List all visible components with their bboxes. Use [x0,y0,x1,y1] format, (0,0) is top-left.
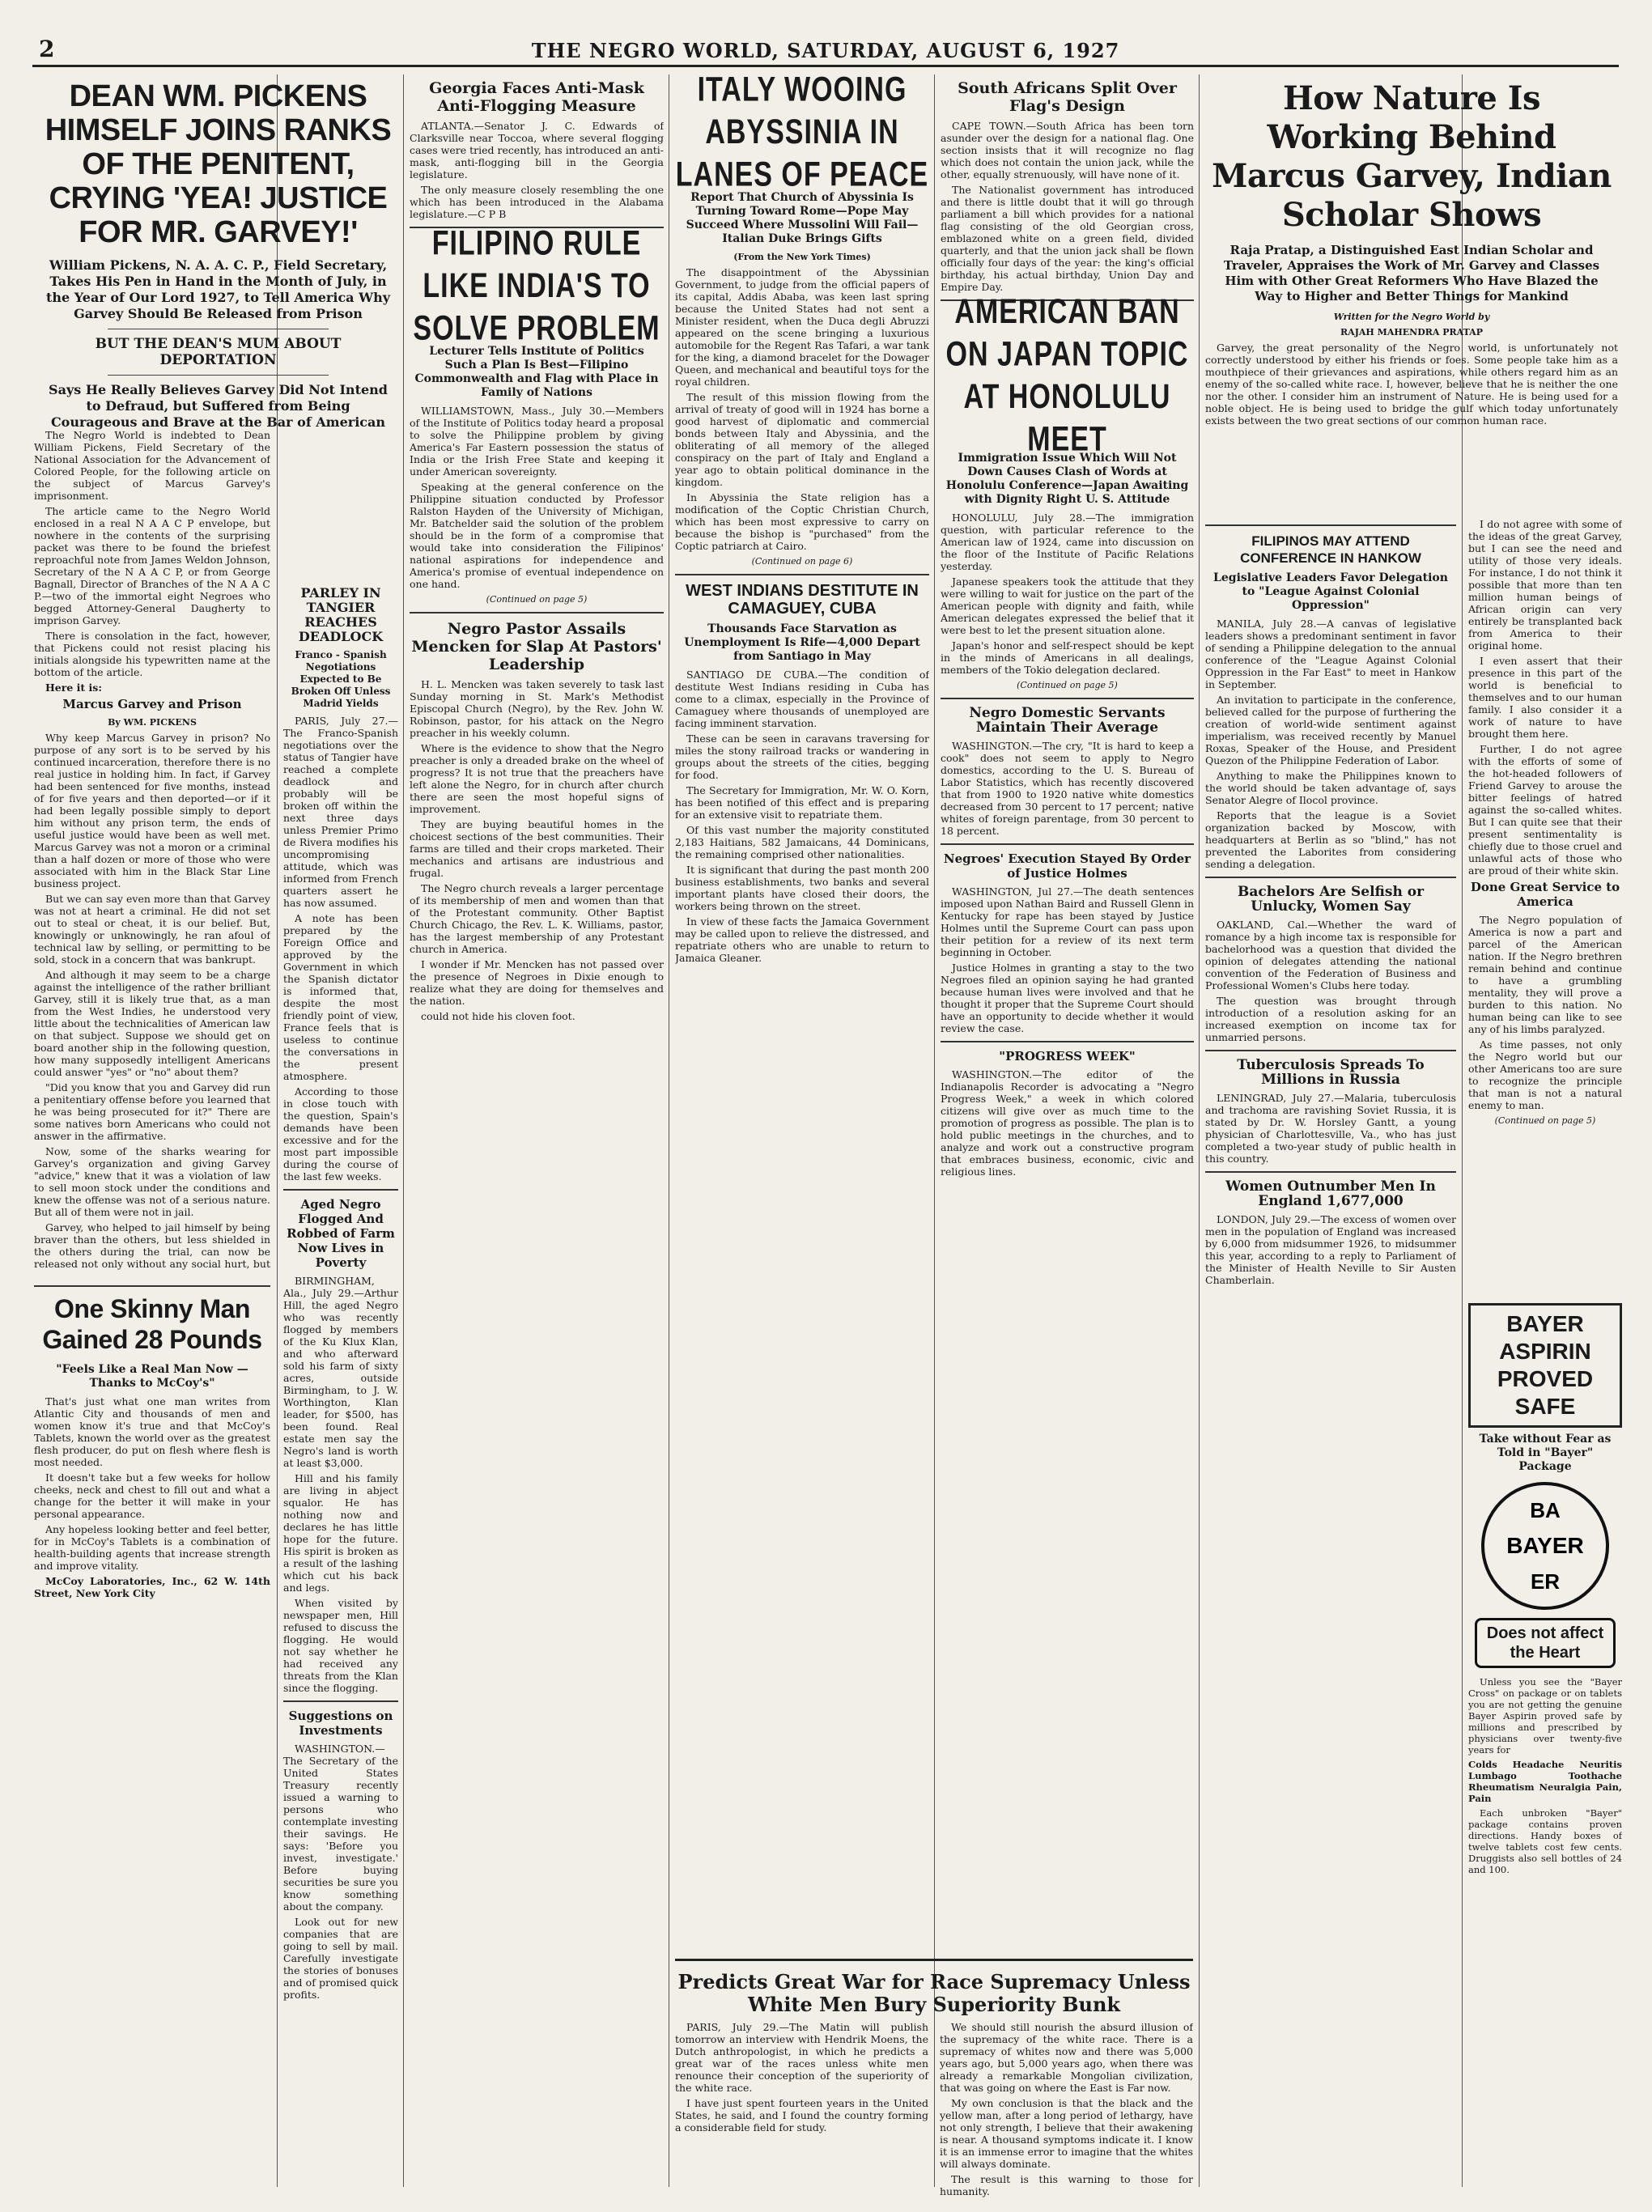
race-war-story [675,1959,1193,2201]
paragraph: WASHINGTON, Jul 27.—The death sentences imposed upon Nathan Baird and Russell Glenn in Kentucky for rape has been stayed by Justice Holmes until the Supreme Court can pass upon their petition for a review of its next term beginning in October. [941,885,1194,958]
paragraph: WASHINGTON.—The editor of the Indianapolis Recorder is advocating a "Negro Progress Week," a week in which colored citizens will give over as much time to the promotion of progress as possible. The plan is to hold public meetings in the churches, and to analyze and work out a constructive program that embraces business, economic, civic and religious lines. [941,1068,1194,1178]
filipino-deck: Lecturer Tells Institute of Politics Such a Plan Is Best—Filipino Commonwealth and Flag with Place in Family of Nations [414,345,659,399]
heart-badge: Does not affect the Heart [1475,1618,1616,1668]
paragraph: Here it is: [45,681,102,694]
women-headline: Women Outnumber Men In England 1,677,000 [1225,1178,1436,1209]
paragraph: The disappointment of the Abyssinian Government, to judge from the official papers of its capital, Addis Ababa, was keen last spring because the United States had not sent a Minister resident, when the Duca degli Abruzzi appeared on the scene bringing a luxurious automobile for the Regent Ras Tafari, a war tank for the king, a diamond bracelet for the Dowager Queen, and mechanical and beautiful toys for the royal children. [675,266,929,388]
filipinos-deck: Legislative Leaders Favor Delegation to "League Against Colonial Oppression" [1213,571,1448,612]
paragraph: An invitation to participate in the conference, believed called for the purpose of furthering the creation of world-wide sentiment against imperialism, was received recently by Manuel Roxas, Speaker of the House, and President Quezon of the Philippine Federation of Labor. [1205,694,1456,766]
story-column [675,2021,928,2201]
column-7 [1468,518,1622,1198]
parley-headline: PARLEY IN TANGIER REACHES DEADLOCK [298,585,384,644]
newspaper-title: THE NEGRO WORLD, SATURDAY, AUGUST 6, 1927 [531,39,1120,62]
paragraph: A note has been prepared by the Foreign Office and approved by the Government in which the Spanish dictator is informed that, despite the most friendly point of view, France feels that is useless to continue the conversations in the present atmosphere. [283,912,398,1082]
aged-headline: Aged Negro Flogged And Robbed of Farm Now Lives in Poverty [287,1197,395,1270]
logo-text-top: BA [1530,1498,1561,1522]
nature-headline: How Nature Is Working Behind Marcus Garvey, Indian Scholar Shows [1212,79,1612,234]
paragraph: Unless you see the "Bayer Cross" on package or on tablets you are not getting the genuine Bayer Aspirin proved safe by millions and prescribed by physicians over twenty-five years for [1468,1676,1622,1756]
divider [283,1189,398,1191]
nature-story-head [1205,74,1618,512]
race-war-headline: Predicts Great War for Race Supremacy Unless White Men Bury Superiority Bunk [677,1970,1191,2016]
south-africa-headline: South Africans Split Over Flag's Design [958,79,1177,115]
lead-deck-2: BUT THE DEAN'S MUM ABOUT DEPORTATION [95,336,342,368]
bayer-cross-logo [1481,1482,1609,1610]
ad-deck: "Feels Like a Real Man Now —Thanks to McCoy's" [56,1363,248,1390]
paragraph: Garvey, who helped to jail himself by being braver than the others, but less shielded in the others during the trial, can now be released not only without any social hurt, but [34,1221,270,1270]
logo-text-bottom: ER [1530,1569,1561,1594]
filipinos-headline: FILIPINOS MAY ATTEND CONFERENCE IN HANKOW [1240,533,1421,566]
paragraph: could not hide his cloven foot. [421,1010,575,1022]
paragraph: Each unbroken "Bayer" package contains proven directions. Handy boxes of twelve tablets cost few cents. Druggists also sell bottles of 24 and 100. [1468,1807,1622,1875]
paragraph: I do not agree with some of the ideas of the great Garvey, but I can see the need and utility of those very ideals. For instance, I do not think it possible that more than ten million human beings of African origin can very entirely be transplanted back from America to their original home. [1468,518,1622,652]
bachelors-headline: Bachelors Are Selfish or Unlucky, Women Say [1237,884,1425,915]
ad-headline: One Skinny Man Gained 28 Pounds [42,1294,262,1354]
paragraph: As time passes, not only the Negro world but our other Americans too are sure to recognize the principle that man is not a natural enemy to man. [1468,1038,1622,1111]
paragraph: They are buying beautiful homes in the choicest sections of the best communities. Their farms are tilled and their crops marketed. Their mechanics and artisans are industrious and frugal. [410,818,664,879]
italy-headline: ITALY WOOING ABYSSINIA IN LANES OF PEACE [675,74,929,194]
paragraph: In view of these facts the Jamaica Government may be called upon to relieve the distressed, and repatriate others who are unable to return to Jamaica Gleaner. [675,915,929,964]
domestics-headline: Negro Domestic Servants Maintain Their Average [969,705,1166,736]
paragraph: In Abyssinia the State religion has a modification of the Coptic Christian Church, which has been most expressive to carry on because the bishop is "purchased" from the Coptic patriarch at Cairo. [675,491,929,552]
paragraph: WASHINGTON.—The cry, "It is hard to keep a cook" does not seem to apply to Negro domestics, according to the U. S. Bureau of Labor Statistics, which has recently discovered that from 1900 to 1920 native white domestics decreased from 30 percent to 17 percent; native whites of foreign parentage, from 30 percent to 18 percent. [941,740,1194,837]
subhead: Marcus Garvey and Prison [62,697,242,711]
west-indians-deck: Thousands Face Starvation as Unemployment Is Rife—4,000 Depart from Santiago in May [684,622,920,663]
investments-headline: Suggestions on Investments [288,1709,393,1738]
paragraph: The Negro church reveals a larger percentage of its membership of men and women than that of the Protestant community. Other Baptist Church Chicago, the Rev. L. K. Williams, pastor, has the largest membership of any Protestant church in America. [410,882,664,955]
paragraph: And although it may seem to be a charge against the intelligence of the rather brilliant Garvey, still it is likely true that, as a man from the West Indies, he understood very little about the technicalities of American law on that subject. Suppose we should get on board another ship in the following question, how many supposedly intelligent Americans could answer "yes" or "no" about them? [34,969,270,1078]
paragraph: "Did you know that you and Garvey did run a penitentiary offense before you learned that he was being prosecuted for it?" There are some natives born Americans who could not answer in the affirmative. [34,1081,270,1142]
lead-deck-3: Says He Really Believes Garvey Did Not Intend to Defraud, but Suffered from Being Courageous and Brave at the Bar of American [49,382,388,430]
ad-deck: Take without Fear as Told in "Bayer" Package [1479,1433,1612,1473]
paragraph: I wonder if Mr. Mencken has not passed over the presence of Negroes in Dixie enough to realize what they are doing for themselves and the nation. [410,958,664,1007]
paragraph: HONOLULU, July 28.—The immigration question, with particular reference to the American law of 1924, came into discussion on the floor of the Institute of Pacific Relations yesterday. [941,512,1194,572]
bayer-advertisement [1468,1303,1622,2185]
progress-week-headline: "PROGRESS WEEK" [999,1049,1136,1064]
paragraph: According to those in close touch with the question, Spain's demands have been excessive and for the most part impossible during the course of the last few weeks. [283,1085,398,1182]
paragraph: Speaking at the general conference on the Philippine situation conducted by Professor Ralston Hayden of the University of Michigan, Mr. Batchelder said the solution of the problem should be in the form of a compromise that would take into consideration the Filipinos' national aspirations for independence and America's promise of eventual independence on one hand. [410,481,664,590]
paragraph: The result of this mission flowing from the arrival of treaty of good will in 1924 has borne a good harvest of diplomatic and commercial bonds between Italy and Abyssinia, and the obliterating of all memory of the alleged conspiracy on the part of Italy and England a year ago to obtain political dominance in the kingdom. [675,391,929,488]
paragraph: That's just what one man writes from Atlantic City and thousands of men and women know it's true and that McCoy's Tablets, known the world over as the greatest flesh producer, do put on flesh where flesh is most needed. [34,1395,270,1468]
divider [410,612,664,614]
georgia-story [283,74,398,447]
column-5 [941,74,1194,1952]
paragraph: The Secretary for Immigration, Mr. W. O. Korn, has been notified of this effect and is preparing for an extensive visit to repatriate them. [675,784,929,821]
tuberculosis-headline: Tuberculosis Spreads To Millions in Russia [1237,1057,1425,1088]
japan-deck: Immigration Issue Which Will Not Down Causes Clash of Words at Honolulu Conference—Japan Awaiting with Dignity Right U. S. Attitude [945,452,1189,506]
parley-deck: Franco - Spanish Negotiations Expected to Be Broken Off Unless Madrid Yields [291,649,391,709]
japan-headline: AMERICAN BAN ON JAPAN TOPIC AT HONOLULU MEET [945,292,1189,459]
column-rule [1199,74,1200,2187]
divider [675,574,929,575]
continued-note: (Continued on page 5) [1017,680,1118,690]
paragraph: Hill and his family are living in abject squalor. He has nothing now and declares he has little hope for the future. His spirit is broken as a result of the lashing which cut his back and legs. [283,1472,398,1594]
author: RAJAH MAHENDRA PRATAP [1340,327,1483,338]
paragraph: OAKLAND, Cal.—Whether the ward of romance by a high income tax is responsible for bachelorhood was a question that divided the opinion of delegates attending the national convention of the Federation of Business and Professional Women's Clubs here today. [1205,919,1456,991]
subhead: Done Great Service to America [1470,880,1620,909]
divider [1205,1050,1456,1051]
paragraph: LENINGRAD, July 27.—Malaria, tuberculosis and trachoma are ravishing Soviet Russia, it is stated by Dr. W. Horsley Gantt, a young physician of Charlottesville, Va., who has just completed a two-year study of public health in this country. [1205,1092,1456,1165]
ad-headline: BAYER ASPIRIN PROVED SAFE [1497,1311,1594,1419]
story-column [940,2021,1193,2201]
ad-box [1468,1303,1622,1428]
paragraph: The Negro population of America is now a part and parcel of the American nation. If the Negro brethren remain behind and continue to have a grumbling mentality, they will prove a burden to this nation. No human being can like to see any of his limbs paralyzed. [1468,914,1622,1035]
byline: By WM. PICKENS [108,717,197,728]
paragraph: MANILA, July 28.—A canvas of legislative leaders shows a predominant sentiment in favor of sending a Philippine delegation to the annual conference of the "League Against Colonial Oppression in the Far East" to meet in Hankow in September. [1205,618,1456,690]
paragraph: SANTIAGO DE CUBA.—The condition of destitute West Indians residing in Cuba has come to a climax, especially in the Province of Camaguey where thousands of unemployed are facing imminent starvation. [675,669,929,729]
divider [941,1041,1194,1042]
paragraph: These can be seen in caravans traversing for miles the stony railroad tracks or wandering in groups about the streets of the cities, begging for food. [675,732,929,781]
mccoy-advertisement [34,1279,270,2177]
paragraph: Justice Holmes in granting a stay to the two Negroes filed an opinion saying he had granted because human lives were involved and that he thought it proper that the Supreme Court should have an opportunity to decide whether it would review the case. [941,962,1194,1034]
paragraph: We should still nourish the absurd illusion of the supremacy of the white race. There is a supremacy of whites now and there was 5,000 years ago, but 5,000 years ago, when there was already a remarkable Mongolian civilization, that was going on where the East is Far now. [940,2021,1193,2094]
paragraph: WASHINGTON.—The Secretary of the United States Treasury recently issued a warning to persons who contemplate investing their savings. He says: 'Before you invest, investigate.' Before buying securities be sure you know something about the company. [283,1743,398,1913]
filipino-rule-headline: FILIPINO RULE LIKE INDIA'S TO SOLVE PROBLEM [413,223,660,348]
paragraph: Where is the evidence to show that the Negro preacher is only a dreaded brake on the wheel of progress? It is not true that the preachers have left alone the Negro, for in church after church there are seen the most hopeful signs of improvement. [410,742,664,815]
lead-headline: DEAN WM. PICKENS HIMSELF JOINS RANKS OF THE PENITENT, CRYING 'YEA! JUSTICE FOR MR. GARVEY!' [45,79,392,249]
paragraph: Anything to make the Philippines known to the world should be taken advantage of, says Senator Alegre of Ilocol province. [1205,770,1456,806]
paragraph: Japanese speakers took the attitude that they were willing to wait for justice on the part of the American people with dignity and faith, while American delegates expressed the belief that it were best to let the present situation alone. [941,575,1194,636]
paragraph: Garvey, the great personality of the Negro world, is unfortunately not correctly understood by either his friends or foes. Some people take him as a mouthpiece of their grievances and aspirations, while others regard him as an enemy of the so-called white race. I, however, believe that he is neither the one nor the other. I consider him an instrument of Nature. He is being used for a noble object. He is being used to bridge the gulf which today unfortunately exists between the two great sections of our common human race. [1205,342,1618,427]
divider [941,698,1194,699]
column-3 [410,74,664,2179]
column-6 [1205,518,1456,2185]
source-credit: (From the New York Times) [733,252,871,262]
paragraph: Look out for new companies that are going to sell by mail. Carefully investigate the stories of bonuses and of promised quick profits. [283,1916,398,2001]
credit-line: Written for the Negro World by [1333,312,1490,322]
paragraph: LONDON, July 29.—The excess of women over men in the population of England was increased by 6,000 from midsummer 1926, to midsummer this year, according to a reply to Parliament of the Minister of Health Neville to Sir Austen Chamberlain. [1205,1213,1456,1286]
paragraph: It doesn't take but a few weeks for hollow cheeks, neck and chest to fill out and what a change for the better it will make in your personal appearance. [34,1471,270,1520]
lead-deck: William Pickens, N. A. A. C. P., Field Secretary, Takes His Pen in Hand in the Month of July, in the Year of Our Lord 1927, to Tell America Why Garvey Should Be Released from Prison [45,257,391,321]
pastor-headline: Negro Pastor Assails Mencken for Slap At Pastors' Leadership [411,620,662,673]
column-rule [934,74,935,2187]
column-rule [403,74,404,2187]
advertiser-address: McCoy Laboratories, Inc., 62 W. 14th Street, New York City [34,1575,270,1599]
divider [34,1285,270,1287]
logo-text-mid: BAYER [1506,1533,1584,1558]
continued-note: (Continued on page 6) [751,556,853,567]
page-number: 2 [39,36,55,62]
paragraph: It is significant that during the past month 200 business establishments, two banks and several important plants have closed their doors, the workers being thrown on the street. [675,864,929,912]
west-indians-headline: WEST INDIANS DESTITUTE IN CAMAGUEY, CUBA [686,582,919,618]
column-4 [675,74,929,1952]
column-2 [283,583,398,2185]
paragraph: The question was brought through introduction of a resolution asking for an increased exemption on income tax for unmarried persons. [1205,995,1456,1043]
paragraph: Any hopeless looking better and feel better, for in McCoy's Tablets is a combination of health-building agents that increase strength and improve vitality. [34,1523,270,1572]
paragraph: But we can say even more than that Garvey was not at heart a criminal. He did not set out to steal or cheat, it is our belief. But, knowingly or unknowingly, he ran afoul of technical law by selling, or permitting to be sold, stock in a concern that was bankrupt. [34,893,270,966]
divider [1205,877,1456,878]
paragraph: CAPE TOWN.—South Africa has been torn asunder over the design for a national flag. One section insists that it will recognize no flag which does not contain the union jack, while the other, equally strenuously, will have none of it. [941,120,1194,180]
lead-story-body [34,429,270,1271]
bayer-cross-icon [1484,1485,1606,1607]
paragraph: The only measure closely resembling the one which has been introduced in the Alabama legislature.—C P B [410,184,664,220]
paragraph: The Nationalist government has introduced and there is little doubt that it will go through parliament a bill which provides for a national flag consisting of the old Georgian cross, emblazoned white on a green field, divided quarterly, and that the union jack shall be flown officially four days of the year: the king's official birthday, his actual birthday, Union Day and Empire Day. [941,184,1194,293]
continued-note: (Continued on page 5) [486,594,588,605]
paragraph: The article came to the Negro World enclosed in a real N A A C P envelope, but nowhere in the contents of the surprising packet was there to be found the briefest reproachful note from James Weldon Johnson, Secretary of the N A A C P, or from George Bagnall, Director of Branches of the N A A C P.—two of the immortal eight Negroes who begged Attorney-General Daugherty to imprison Garvey. [34,505,270,626]
paragraph: When visited by newspaper men, Hill refused to discuss the flogging. He would not say whether he had received any threats from the Klan since the flogging. [283,1597,398,1694]
paragraph: The result is this warning to those for humanity. [940,2173,1193,2197]
paragraph: My own conclusion is that the black and the yellow man, after a long period of lethargy, have not only strength, I believe that their awakening is near. A thousand symptoms indicate it. I know it is an immense error to imagine that the whites will always dominate. [940,2097,1193,2170]
divider [1205,1171,1456,1173]
paragraph: BIRMINGHAM, Ala., July 29.—Arthur Hill, the aged Negro who was recently flogged by members of the Ku Klux Klan, and who afterward sold his farm of sixty acres, outside Birmingham, to J. W. Worthington, Klan leader, for $500, has been found. Real estate men say the Negro's land is worth at least $3,000. [283,1275,398,1469]
ad-body [1468,1676,1622,1875]
paragraph: Japan's honor and self-respect should be kept in the minds of Americans in all dealings, members of the Tokio delegation declared. [941,639,1194,676]
paragraph: PARIS, July 27.—The Franco-Spanish negotiations over the status of Tangier have reached a complete deadlock and probably will be broken off within the next three days unless Premier Primo de Rivera modifies his uncompromising attitude, which was informed from French quarters assert he has now assumed. [283,715,398,909]
paragraph: Of this vast number the majority constituted 2,183 Haitians, 582 Jamaicans, 44 Dominicans, the remaining comprised other nationalities. [675,824,929,860]
paragraph: Why keep Marcus Garvey in prison? No purpose of any sort is to be served by his continued incarceration, therefore there is no real justice in holding him. In fact, if Garvey had been sentenced for five months, instead of for five years and then deported—or if it had been legally possible simply to deport him without any prison term, the ends of useful justice would have been as well met. Marcus Garvey was not a moron or a criminal than a half dozen or more of those who were associated with him in the Black Star Line business project. [34,732,270,889]
paragraph: There is consolation in the fact, however, that Pickens could not resist placing his initials alongside his typewritten name at the bottom of the article. [34,630,270,678]
paragraph: Reports that the league is a Soviet organization backed by Moscow, with headquarters at Berlin as so "blind," has not prevented the Laborites from considering sending a delegation. [1205,809,1456,870]
continued-note: (Continued on page 5) [1494,1115,1596,1126]
paragraph: PARIS, July 29.—The Matin will publish tomorrow an interview with Hendrik Moens, the Dutch anthropologist, in which he predicts a great war of the races unless white men renounce their conception of the superiority of the white race. [675,2021,928,2094]
georgia-headline: Georgia Faces Anti-Mask Anti-Flogging Measure [429,79,644,115]
paragraph: H. L. Mencken was taken severely to task last Sunday morning in St. Mark's Methodist Episcopal Church (Negro), by the Rev. John W. Robinson, pastor, for his attack on the Negro preacher in his weekly column. [410,678,664,739]
paragraph: ATLANTA.—Senator J. C. Edwards of Clarksville near Toccoa, where several flogging cases were tried recently, has introduced an anti-mask, anti-flogging bill in the Georgia legislature. [410,120,664,180]
divider [283,1700,398,1702]
italy-deck: Report That Church of Abyssinia Is Turning Toward Rome—Pope May Succeed Where Mussolini Will Fail—Italian Duke Brings Gifts [686,191,919,245]
paragraph: Now, some of the sharks wearing for Garvey's organization and giving Garvey "advice," knew that it was a violation of law to sell moon stock under the conditions and knew the offense was not of a serious nature. But all of them were not in jail. [34,1145,270,1218]
paragraph: I have just spent fourteen years in the United States, he said, and I found the country forming a considerable field for study. [675,2097,928,2133]
uses-list: Colds Headache Neuritis Lumbago Toothache Rheumatism Neuralgia Pain, Pain [1468,1759,1622,1804]
paragraph: Further, I do not agree with the efforts of some of the hot-headed followers of Friend Garvey to arouse the bitter feelings of hatred against the so-called whites. But I can quite see that their present sentimentality is chiefly due to those cruel and unlawful acts of those who are proud of their white skin. [1468,743,1622,877]
paragraph: WILLIAMSTOWN, Mass., July 30.—Members of the Institute of Politics today heard a proposal to solve the Philippine problem by giving America's Far Eastern possession the status of India or the Irish Free State and keeping it under American sovereignty. [410,405,664,478]
nature-deck: Raja Pratap, a Distinguished East Indian Scholar and Traveler, Appraises the Work of Mr. Garvey and Classes Him with Other Great Reformers Who Have Blazed the Way to Higher and Better Things for Mankind [1223,243,1600,304]
execution-headline: Negroes' Execution Stayed By Order of Justice Holmes [943,851,1191,881]
divider [941,843,1194,845]
paragraph: The Negro World is indebted to Dean William Pickens, Field Secretary of the National Association for the Advancement of Colored People, for the following article on the subject of Marcus Garvey's imprisonment. [34,429,270,502]
masthead [32,32,1619,67]
divider [1205,524,1456,526]
paragraph: I even assert that their presence in this part of the world is beneficial to themselves and to our human family. I also consider it a work of nature to have brought them here. [1468,655,1622,740]
